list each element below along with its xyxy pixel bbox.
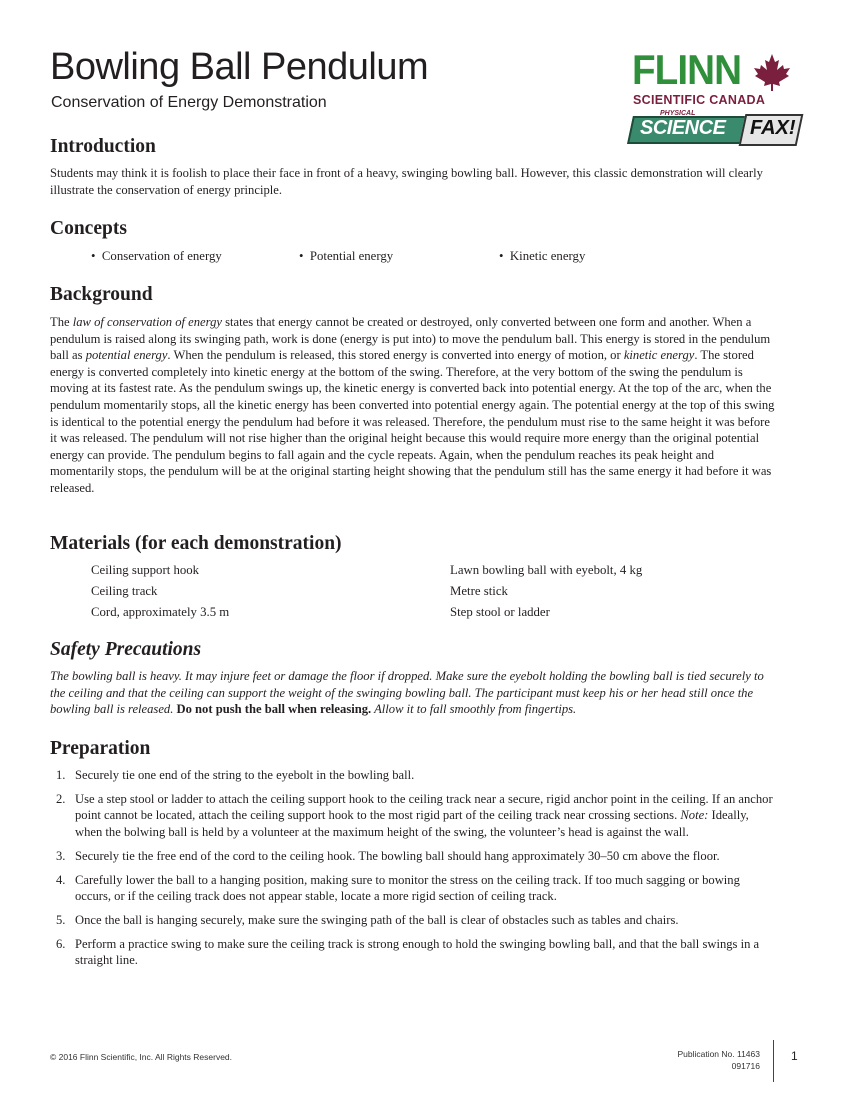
flinn-logo <box>628 46 800 150</box>
page-number: 1 <box>791 1049 798 1063</box>
page-subtitle: Conservation of Energy Demonstration <box>51 94 327 111</box>
page-title: Bowling Ball Pendulum <box>50 46 429 88</box>
list-item: 1. Securely tie one end of the string to the eyebolt in the bowling ball. <box>56 768 415 782</box>
footer-divider <box>773 1040 774 1082</box>
law-term: law of conservation of energy <box>72 315 222 329</box>
introduction-heading: Introduction <box>50 136 156 157</box>
maple-leaf-icon <box>752 52 792 92</box>
preparation-heading: Preparation <box>50 738 151 759</box>
concept-item: • Potential energy <box>299 249 394 263</box>
list-item: 3. Securely tie the free end of the cord to the ceiling hook. The bowling ball should hang approximately 30–50 cm above the floor. <box>56 848 720 863</box>
materials-heading: Materials (for each demonstration) <box>50 533 342 554</box>
logo-subtitle: SCIENTIFIC CANADA <box>633 93 766 107</box>
list-item: 5. Once the ball is hanging securely, make sure the swinging path of the ball is clear of obstacles such as tables and chairs. <box>56 912 679 927</box>
material-item: Lawn bowling ball with eyebolt, 4 kg <box>450 563 643 577</box>
concepts-heading: Concepts <box>50 218 127 239</box>
logo-brand: FLINN <box>632 46 742 93</box>
material-item: Ceiling track <box>91 584 158 598</box>
potential-energy-term: potential energy <box>85 348 168 363</box>
material-item: Metre stick <box>450 584 508 598</box>
background-text: The law of conservation of energy states that energy cannot be created or destroyed, only converted between one form and another. When a pendulum is raised along its swinging path, work is done (energy is put into) to move the pendulum ball. This energy is stored in the pendulum ball as potential energy. When the pendulum is released, this stored energy is converted into energy of motion, or kinetic energy. The stored energy is converted completely into kinetic energy at the bottom of the swing. Therefore, at the very bottom of the swing the pendulum is moving at its fastest rate. As the pendulum swings up, the kinetic energy is converted back into potential energy. At the top of the arc, when the pendulum momentarily stops, all the kinetic energy has been converted into potential energy again. The potential energy at the top of this swing is identical to the potential energy the pendulum had before it was released. Therefore, the pendulum must rise to the same height it was before it was released. The pendulum will not rise higher than the original height because this would require more energy than the original potential energy can provide. The pendulum begins to fall again and the cycle repeats. Again, when the pendulum reaches its peak height and momentarily stops, the pendulum will be at the original starting height showing that the pendulum still has the same energy it had before it was released. <box>50 315 775 495</box>
safety-bold: Do not push the ball when releasing. <box>176 702 372 717</box>
copyright: © 2016 Flinn Scientific, Inc. All Rights Reserved. <box>50 1052 233 1062</box>
publication-code: 091716 <box>731 1061 760 1071</box>
kinetic-energy-term: kinetic energy <box>623 348 695 363</box>
safety-text: The bowling ball is heavy. It may injure feet or damage the floor if dropped. Make sure the eyebolt holding the bowling ball is tied securely to the ceiling and that the ceiling can support the weight of the swinging bowling ball. The participant must keep his or her head still once the bowling ball is released. Do not push the ball when releasing. Allow it to fall smoothly from fingertips. <box>50 669 764 717</box>
material-item: Step stool or ladder <box>450 605 550 619</box>
logo-small: PHYSICAL <box>660 110 696 117</box>
list-item: 6. Perform a practice swing to make sure the ceiling track is strong enough to hold the swinging bowling ball, and that the ball swings in a straight line. <box>56 936 760 968</box>
material-item: Ceiling support hook <box>91 563 200 577</box>
material-item: Cord, approximately 3.5 m <box>91 605 230 619</box>
logo-science: SCIENCE <box>640 117 726 139</box>
background-heading: Background <box>50 284 153 305</box>
list-item: 4. Carefully lower the ball to a hanging position, making sure to monitor the stress on the ceiling track. If too much sagging or bowing occurs, or if the ceiling track does not appear stable, locate a more rigid section of ceiling track. <box>56 872 740 904</box>
introduction-text: Students may think it is foolish to place their face in front of a heavy, swinging bowling ball. However, this classic demonstration will clearly illustrate the conservation of energy principle. <box>50 166 763 197</box>
science-fax-banner <box>630 112 798 146</box>
logo-fax: FAX! <box>750 117 796 139</box>
concept-item: • Kinetic energy <box>499 249 586 263</box>
preparation-steps <box>50 767 778 976</box>
list-item: 2. Use a step stool or ladder to attach the ceiling support hook to the ceiling track near a secure, rigid anchor point in the ceiling. If an anchor point cannot be located, attach the ceiling support hook to the most rigid part of the ceiling track near crossing sections. Note: Ideally, when the bolwing ball is held by a volunteer at the maximum height of the swing, the volunteer’s head is against the wall. <box>56 791 773 839</box>
concept-item: • Conservation of energy <box>91 249 222 263</box>
safety-heading: Safety Precautions <box>50 639 202 660</box>
publication-number: Publication No. 11463 <box>677 1049 760 1059</box>
